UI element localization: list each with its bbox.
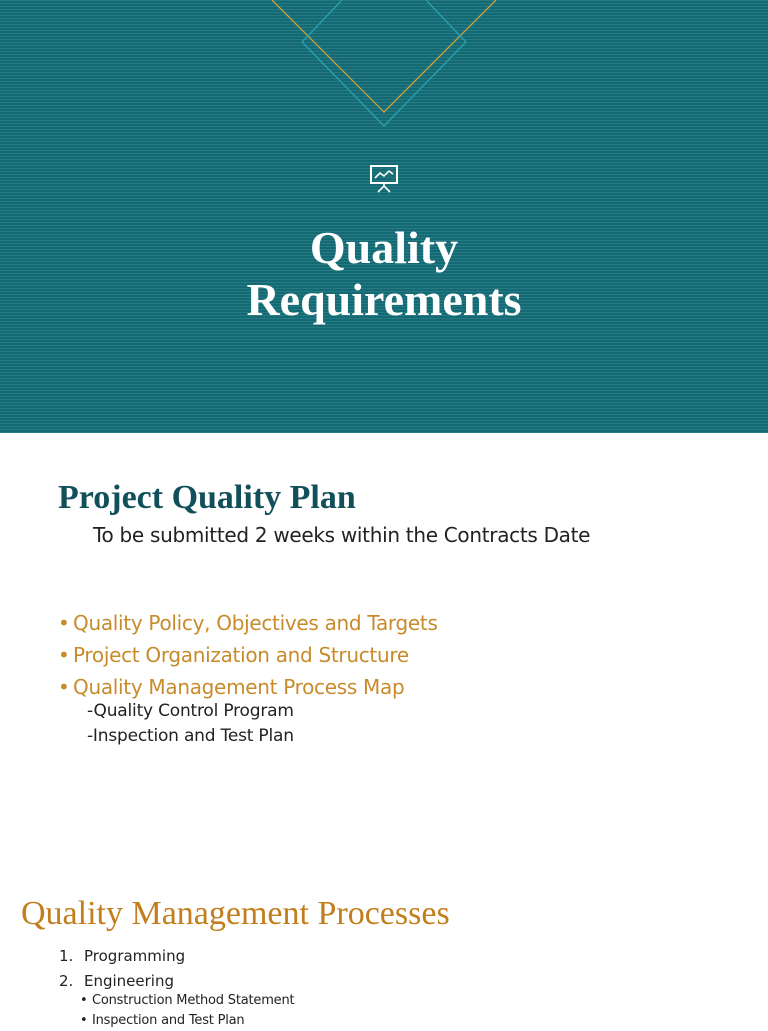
- bullet-icon: •: [58, 611, 70, 635]
- teal-diamond-line: [302, 0, 466, 126]
- list-item: -Quality Control Program: [87, 701, 294, 721]
- bullet-icon: •: [58, 643, 70, 667]
- slide-title-line2: Requirements: [246, 274, 522, 325]
- process-ordered-list: [59, 944, 185, 994]
- list-item: • Quality Policy, Objectives and Targets: [58, 607, 438, 639]
- plan-bullet-list: [58, 607, 438, 703]
- bullet-icon: •: [58, 675, 70, 699]
- submission-note: To be submitted 2 weeks within the Contracts Date: [93, 523, 591, 547]
- decorative-diamonds: [0, 0, 768, 433]
- gold-diamond-line: [272, 0, 496, 112]
- bullet-icon: •: [80, 1013, 88, 1028]
- presentation-chart-icon: [368, 162, 400, 194]
- slide-title-line1: Quality: [309, 222, 459, 273]
- list-item: • Construction Method Statement: [80, 991, 294, 1011]
- list-item: • Quality Management Process Map: [58, 671, 438, 703]
- engineering-subitems: [80, 991, 294, 1031]
- list-item: 1. Programming: [59, 947, 186, 965]
- project-quality-plan-heading: Project Quality Plan: [58, 479, 356, 516]
- list-item: 2. Engineering: [59, 972, 174, 990]
- bullet-icon: •: [80, 993, 88, 1008]
- list-item: • Inspection and Test Plan: [80, 1011, 294, 1031]
- list-item: • Project Organization and Structure: [58, 639, 438, 671]
- process-map-subitems: [87, 699, 294, 749]
- quality-management-processes-heading: Quality Management Processes: [21, 895, 450, 932]
- slide-title: [0, 222, 768, 326]
- content-slide: [0, 433, 768, 1028]
- title-slide: [0, 0, 768, 433]
- list-item: -Inspection and Test Plan: [87, 726, 294, 746]
